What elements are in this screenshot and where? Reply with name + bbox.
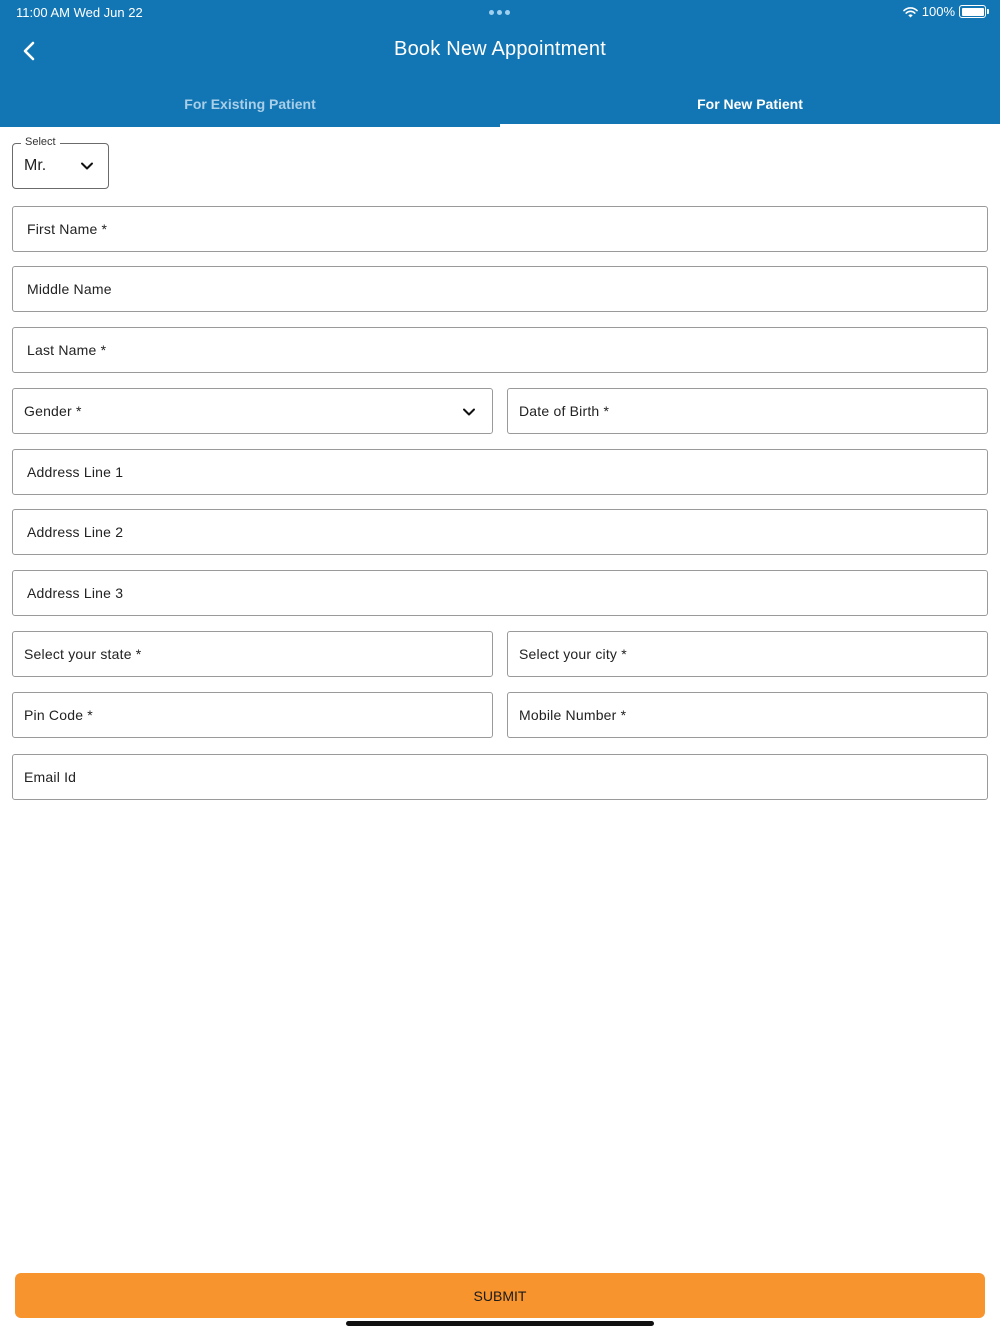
date-of-birth-field[interactable] (507, 388, 988, 434)
address-line-3-field[interactable] (12, 570, 988, 616)
active-tab-indicator (500, 124, 1000, 127)
multitasking-dots-icon[interactable] (489, 10, 510, 15)
gender-placeholder: Gender * (24, 403, 82, 419)
middle-name-placeholder: Middle Name (27, 281, 112, 297)
home-indicator[interactable] (346, 1321, 654, 1326)
chevron-down-icon (462, 405, 476, 419)
tab-existing-patient[interactable]: For Existing Patient (184, 95, 316, 112)
first-name-placeholder: First Name * (27, 221, 108, 237)
first-name-field[interactable] (12, 206, 988, 252)
email-field[interactable] (12, 754, 988, 800)
salutation-label: Select (21, 136, 60, 148)
wifi-icon (903, 6, 918, 18)
battery-icon (959, 5, 986, 18)
address-line-1-field[interactable] (12, 449, 988, 495)
address-line-2-field[interactable] (12, 509, 988, 555)
salutation-value: Mr. (24, 157, 47, 174)
submit-button[interactable]: SUBMIT (15, 1273, 985, 1318)
state-select[interactable] (12, 631, 493, 677)
mobile-number-placeholder: Mobile Number * (519, 707, 627, 723)
last-name-placeholder: Last Name * (27, 342, 107, 358)
gender-select[interactable] (12, 388, 493, 434)
pin-code-placeholder: Pin Code * (24, 707, 93, 723)
address-line-2-placeholder: Address Line 2 (27, 524, 124, 540)
state-placeholder: Select your state * (24, 646, 142, 662)
email-placeholder: Email Id (24, 769, 77, 785)
city-select[interactable] (507, 631, 988, 677)
date-of-birth-placeholder: Date of Birth * (519, 403, 610, 419)
mobile-number-field[interactable] (507, 692, 988, 738)
pin-code-field[interactable] (12, 692, 493, 738)
chevron-down-icon (80, 159, 94, 173)
status-time: 11:00 AM Wed Jun 22 (16, 5, 143, 20)
page-title: Book New Appointment (394, 38, 606, 60)
city-placeholder: Select your city * (519, 646, 627, 662)
middle-name-field[interactable] (12, 266, 988, 312)
address-line-1-placeholder: Address Line 1 (27, 464, 124, 480)
app-header (0, 0, 1000, 127)
tab-new-patient[interactable]: For New Patient (697, 95, 803, 112)
address-line-3-placeholder: Address Line 3 (27, 585, 124, 601)
battery-percent: 100% (921, 4, 955, 19)
salutation-select[interactable] (12, 136, 109, 189)
last-name-field[interactable] (12, 327, 988, 373)
status-right (903, 4, 986, 19)
